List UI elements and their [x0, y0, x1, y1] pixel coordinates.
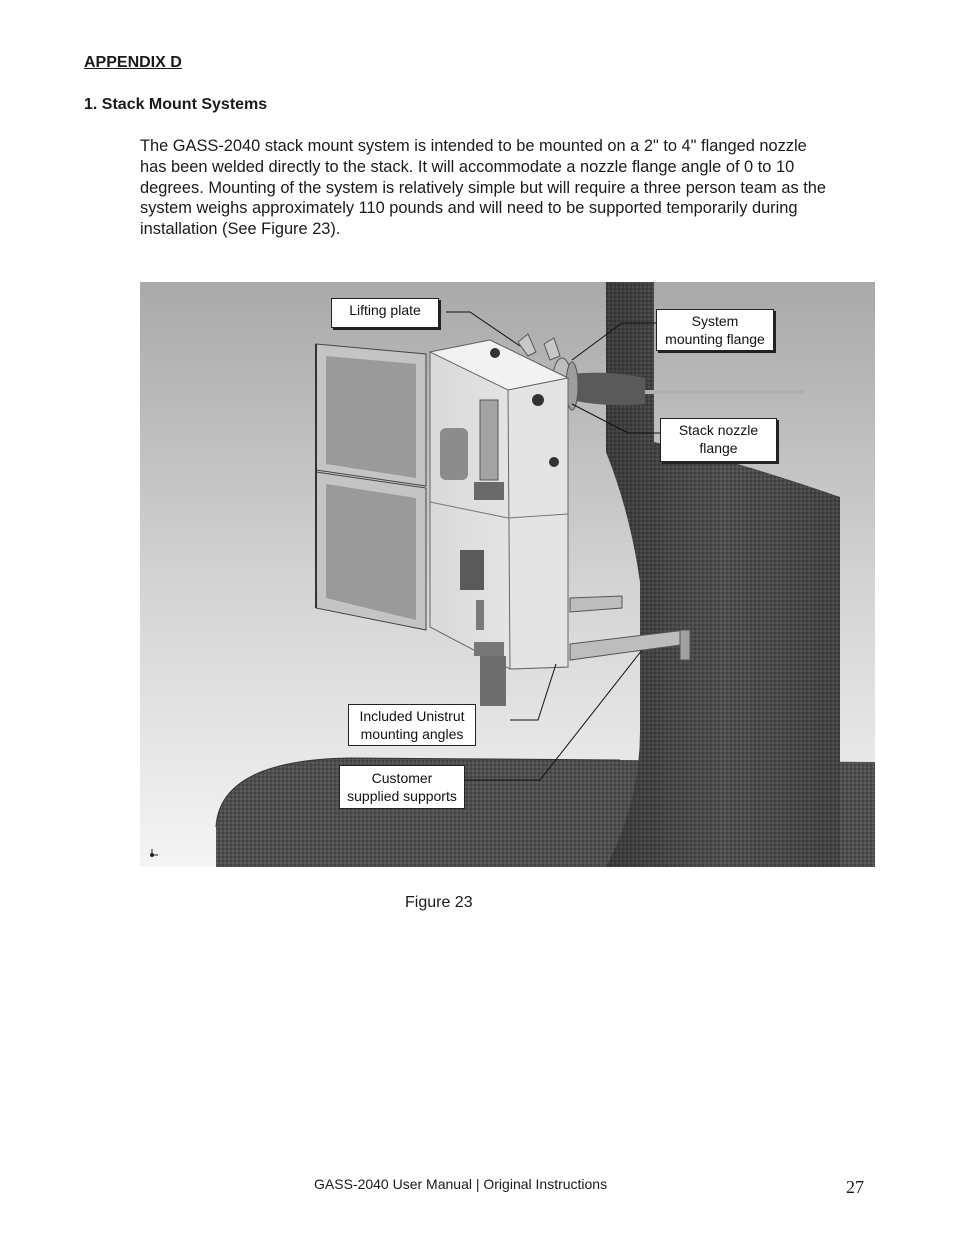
- figure-caption: Figure 23: [405, 894, 473, 911]
- figure-23-illustration: [140, 282, 875, 867]
- flowmeter: [480, 400, 498, 480]
- callout-text: flange: [699, 440, 738, 456]
- callout-text: System: [691, 313, 739, 329]
- paragraph-line: has been welded directly to the stack. It will accommodate a nozzle flange angle of 0 to 10: [140, 157, 795, 176]
- footer-text: GASS-2040 User Manual | Original Instructions: [314, 1176, 608, 1192]
- callout-stack-nozzle-flange: [660, 418, 777, 462]
- callout-text: Included Unistrut: [359, 708, 465, 724]
- control-panel: [460, 550, 484, 590]
- appendix-heading: APPENDIX D: [84, 54, 182, 71]
- callout-text: Lifting plate: [349, 302, 421, 318]
- stack-mount-drawing: [140, 282, 875, 867]
- callout-customer-supports: [339, 765, 465, 809]
- paragraph-line: degrees. Mounting of the system is relatively simple but will require a three person team as the: [140, 178, 827, 197]
- paragraph-line: system weighs approximately 110 pounds and will need to be supported temporarily during: [140, 199, 798, 218]
- callout-lifting-plate: [331, 298, 439, 328]
- callout-unistrut-angles: [348, 704, 476, 746]
- paragraph-line: installation (See Figure 23).: [140, 220, 341, 239]
- stack-nozzle: [570, 373, 645, 406]
- callout-text: Customer: [371, 770, 433, 786]
- section-heading: 1. Stack Mount Systems: [84, 96, 268, 113]
- paragraph-line: The GASS-2040 stack mount system is intended to be mounted on a 2" to 4" flanged nozzle: [140, 137, 807, 155]
- intro-paragraph: [140, 136, 880, 240]
- filter-canister: [440, 428, 468, 480]
- callout-text: mounting flange: [665, 331, 765, 347]
- drain-outlet: [480, 656, 506, 706]
- callout-text: supplied supports: [347, 788, 457, 804]
- callout-text: mounting angles: [360, 726, 464, 742]
- page-number: 27: [846, 1177, 864, 1197]
- callout-text: Stack nozzle: [678, 422, 759, 438]
- callout-system-mounting-flange: [656, 309, 774, 351]
- probe-rod: [645, 390, 805, 394]
